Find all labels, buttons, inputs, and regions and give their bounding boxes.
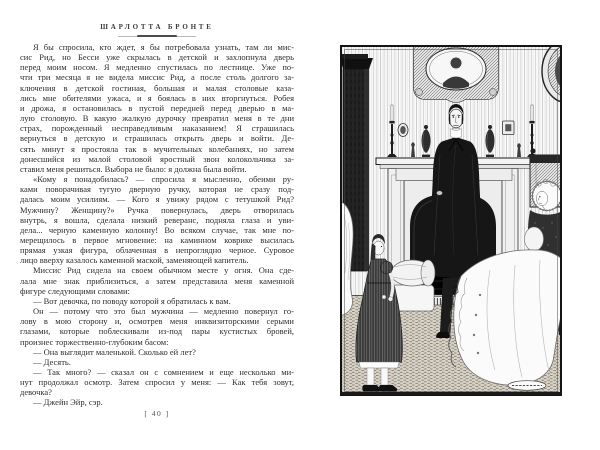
text-line: Миссис Рид сидела на своем обычном месте у огня. Она сде- xyxy=(33,265,294,276)
text-line: «Кому я понадобилась? — спросила я мысленно, обеими ру- xyxy=(33,174,294,185)
text-line: — Вот девочка, по поводу которой я обратилась к вам. xyxy=(33,295,231,306)
text-line: внутрь, я вошла, сделала низкий реверанс, подняла глаза и уви- xyxy=(20,214,294,225)
text-line: далась моим усилиям. — Кого я увижу рядом с тетушкой Рид? xyxy=(20,194,294,205)
gigot-sleeve xyxy=(525,227,544,251)
text-line: дела... черную каменную колонну! Во всяком случае, так мне по- xyxy=(20,224,294,235)
signature-cartouche xyxy=(508,381,546,391)
text-line: — Она выглядит маленькой. Сколько ей лет? xyxy=(33,346,196,357)
text-line: — Так много? — сказал он с сомнением и еще несколько ми- xyxy=(33,367,294,377)
text-line: лову в мою сторону и, осмотрев меня инквизиторскими серыми xyxy=(20,316,294,327)
text-line: ками поворачивая тугую дверную ручку, которая не сразу под- xyxy=(20,184,294,195)
portrait xyxy=(414,45,498,103)
text-line: лала мне знак приблизиться, а затем представила меня каменной xyxy=(20,275,294,286)
right-page xyxy=(340,45,562,396)
header-rule-ornament xyxy=(20,34,294,38)
text-line: прямая узкая фигура, облаченная в непроглядно черное. Суровое xyxy=(20,245,294,256)
text-line: лую столовую. В какую жалкую дурочку превратил меня в те дни xyxy=(20,113,294,124)
text-line: ставил меня решиться. Выбора не было: я должна была войти. xyxy=(20,163,247,174)
man-hand xyxy=(437,191,443,195)
text-line: ключения в детской гостиная, большая и малая столовые каза- xyxy=(20,82,294,93)
rule-thick-segment xyxy=(137,35,177,38)
text-line: нут продолжал осмотр. Затем спросил у меня: — Как тебя зовут, xyxy=(20,377,294,388)
text-line: — Десять. xyxy=(33,356,71,367)
text-line: перед моим носом. Я медленно спустилась по лестнице. Уже по- xyxy=(20,62,294,73)
gown xyxy=(454,250,562,385)
text-line: Он — потому что это был мужчина — медленно повернул го- xyxy=(33,306,294,317)
text-line: Я бы спросила, кто ждет, я бы потребовала узнать, там ли мис- xyxy=(33,42,294,52)
text-line: сис Рид, но Бесси уже скрылась в детской и захлопнула дверь xyxy=(20,52,294,63)
text-line: лицо вверху казалось каменной маской, заменяющей капитель. xyxy=(20,255,249,266)
text-line: донесшийся из малой столовой яростный звон колокольчика за- xyxy=(20,153,294,164)
text-line: страх, порожденный несправедливым наказанием! Я страшилась xyxy=(20,123,294,134)
text-line: чти три месяца я не видела миссис Рид, а после столь долгого за- xyxy=(20,72,294,83)
text-line: вернуться в детскую и страшилась открыть дверь и войти. Де- xyxy=(20,133,294,144)
text-line: лись мне обителями ужаса, и я боялась в них вторгнуться. Робея xyxy=(20,92,294,103)
text-line: произнес торжественно-глубоким басом: xyxy=(20,336,169,347)
running-header: ШАРЛОТТА БРОНТЕ xyxy=(100,23,214,31)
text-line: — Джейн Эйр, сэр. xyxy=(33,397,103,408)
text-line: глазами, которые поблескивали из-под пары кустистых бровей, xyxy=(20,326,294,337)
text-line: Мужчину? Женщину?» Ручка повернулась, дверь отворилась xyxy=(20,204,294,215)
girl-shoes xyxy=(362,385,397,392)
page-number: [ 40 ] xyxy=(144,409,170,418)
text-line: сять минут я простояла так в мучительных колебаниях, но затем xyxy=(20,143,294,154)
body-text xyxy=(20,42,294,408)
text-line: фигуре следующими словами: xyxy=(20,285,130,296)
text-line: мерещилось в первое мгновение: на каминном коврике высилась xyxy=(20,234,294,245)
text-line: и дрожа, я остановилась в пустой передней перед дверью в ма- xyxy=(20,102,294,113)
pantalette-frill xyxy=(359,362,399,368)
puff-sleeve xyxy=(380,261,392,273)
stocking xyxy=(367,368,374,385)
illustration xyxy=(340,45,562,396)
stocking xyxy=(381,368,388,385)
text-line: девочка? xyxy=(20,387,52,398)
